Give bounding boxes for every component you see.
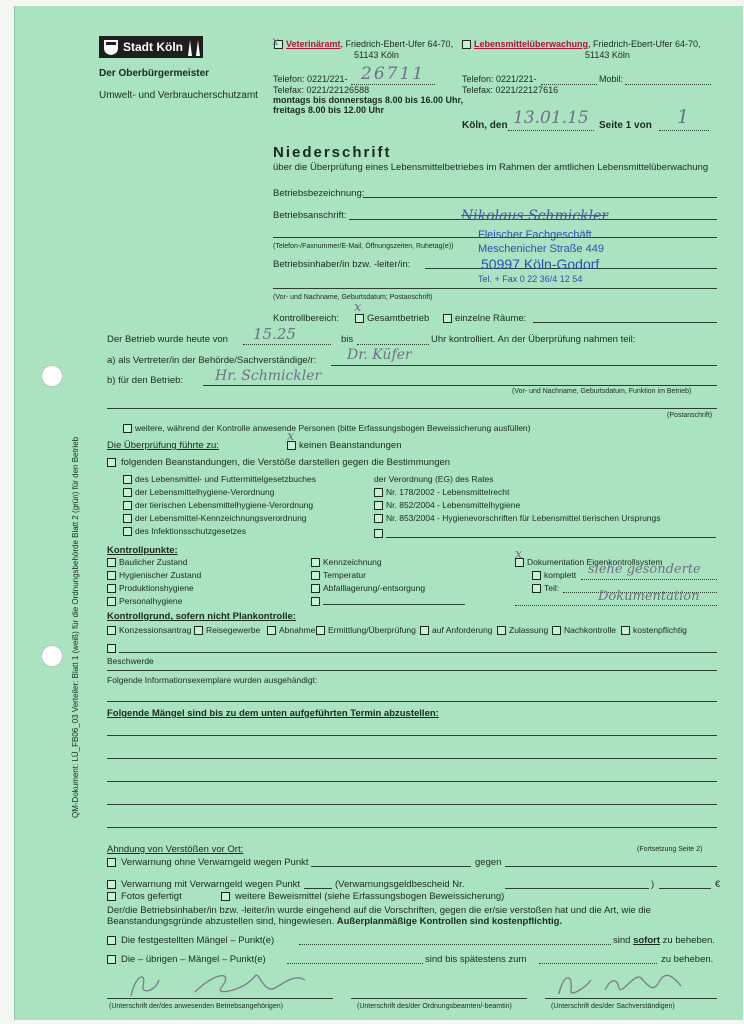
warn-no-fee-against-line [505, 866, 717, 867]
single-rooms-checkbox[interactable] [443, 314, 452, 323]
other-persons-checkbox[interactable] [123, 424, 132, 433]
fee-amount-line [659, 888, 711, 889]
warn-fee-checkbox[interactable] [107, 880, 116, 889]
eg-checkbox-3[interactable] [374, 514, 383, 523]
defects-line-5 [107, 827, 717, 828]
hours-line-2: freitags 8.00 bis 12.00 Uhr [273, 105, 385, 115]
reason-label-recheck: Nachkontrolle [564, 625, 616, 635]
point-label-labeling: Kennzeichnung [323, 557, 382, 567]
fix-later-deadline-line [539, 963, 657, 964]
no-complaints-check-mark: x [287, 429, 295, 444]
reason-label-request: auf Anforderung [432, 625, 493, 635]
reason-label-acceptance: Abnahme [279, 625, 316, 635]
page-subtitle: über die Überprüfung eines Lebensmittelbetriebes im Rahmen der amtlichen Lebensmittelüberwachung [273, 162, 709, 173]
reason-checkbox-acceptance[interactable] [267, 626, 276, 635]
city-logo [99, 36, 203, 58]
fix-later-suffix: zu beheben. [661, 954, 714, 965]
complaint-line [119, 652, 717, 653]
vet-office-city: 51143 Köln [354, 50, 399, 60]
defects-line-3 [107, 781, 717, 782]
reason-checkbox-approval[interactable] [497, 626, 506, 635]
fee-notice-line [505, 888, 649, 889]
business-address-label: Betriebsanschrift: [273, 210, 347, 221]
notice-line-1: Der/die Betriebsinhaber/in bzw. -leiter/in wurde eingehend auf die Vorschriften, gegen die er/sie verstoßen hat und die Art, wie die [107, 905, 651, 916]
reason-label-travel: Reisegewerbe [206, 625, 261, 635]
law-checkbox-4[interactable] [123, 514, 132, 523]
fee-euro-sign: € [715, 879, 721, 890]
visit-from-value[interactable]: 15.25 [253, 325, 296, 343]
date-label: Köln, den [462, 120, 508, 131]
expert-signature-scribble [555, 966, 695, 1000]
sanction-continued: (Fortsetzung Seite 2) [637, 846, 703, 853]
warn-no-fee-label: Verwarnung ohne Verwarngeld wegen Punkt [121, 857, 309, 868]
coat-of-arms-icon [102, 38, 120, 56]
sanction-heading: Ahndung von Verstößen vor Ort: [107, 844, 244, 855]
business-name-line [363, 197, 717, 198]
point-label-documentation: Dokumentation Eigenkontrollsystem [527, 557, 663, 567]
eg-label-1: Nr. 178/2002 - Lebensmittelrecht [386, 487, 510, 497]
point-checkbox-structural[interactable] [107, 558, 116, 567]
law-label-2: der Lebensmittelhygiene-Verordnung [135, 487, 275, 497]
single-rooms-label: einzelne Räume: [455, 313, 527, 324]
owner-name-handwritten[interactable]: Nikolaus Schmickler [461, 208, 609, 224]
reason-checkbox-request[interactable] [420, 626, 429, 635]
other-persons-label: weitere, während der Kontrolle anwesende Personen (bitte Erfassungsbogen Beweissicherung ausfüllen) [135, 423, 531, 433]
documentation-complete-line [581, 579, 717, 580]
defects-line-1 [107, 735, 717, 736]
evidence-label: weitere Beweismittel (siehe Erfassungsbogen Beweissicherung) [235, 891, 505, 902]
eg-checkbox-2[interactable] [374, 501, 383, 510]
eg-checkbox-1[interactable] [374, 488, 383, 497]
points-heading: Kontrollpunkte: [107, 545, 178, 556]
complaint-checkbox[interactable] [107, 644, 116, 653]
warn-fee-label: Verwarnung mit Verwarngeld wegen Punkt [121, 879, 301, 890]
business-name-label: Betriebsbezeichnung: [273, 188, 365, 199]
vet-phone-value[interactable]: 26711 [361, 64, 426, 84]
fix-now-label: Die festgestellten Mängel – Punkt(e) [121, 935, 275, 946]
food-mobile-line [625, 84, 711, 85]
law-checkbox-1[interactable] [123, 475, 132, 484]
evidence-checkbox[interactable] [221, 892, 230, 901]
eg-checkbox-4[interactable] [374, 529, 383, 538]
documentation-partial-label: Teil: [544, 583, 560, 593]
fix-later-checkbox[interactable] [107, 955, 116, 964]
business-stamp-line-3: 50997 Köln-Godorf [481, 256, 600, 272]
hours-line-1: montags bis donnerstags 8.00 bis 16.00 Uhr, [273, 95, 464, 105]
documentation-partial-checkbox[interactable] [532, 584, 541, 593]
post-address-hint: (Postanschrift) [667, 412, 713, 419]
post-address-line [107, 408, 717, 409]
date-value[interactable]: 13.01.15 [513, 108, 589, 128]
point-checkbox-labeling[interactable] [311, 558, 320, 567]
point-checkbox-personal[interactable] [107, 597, 116, 606]
law-checkbox-5[interactable] [123, 527, 132, 536]
signature-officer-line [351, 998, 527, 999]
logo-text: Stadt Köln [123, 40, 183, 54]
eg-other-line [386, 537, 716, 538]
point-checkbox-temperature[interactable] [311, 571, 320, 580]
reason-label-chargeable: kostenpflichtig [633, 625, 687, 635]
signature-expert-caption: (Unterschrift des/der Sachverständigen) [551, 1003, 675, 1010]
warn-no-fee-point-line [311, 866, 471, 867]
documentation-check-mark: x [515, 547, 523, 562]
law-label-3: der tierischen Lebensmittelhygiene-Verordnung [135, 500, 314, 510]
authority-participant-value[interactable]: Dr. Küfer [347, 347, 412, 363]
point-checkbox-waste[interactable] [311, 584, 320, 593]
warn-no-fee-against: gegen [475, 857, 502, 868]
reason-checkbox-recheck[interactable] [552, 626, 561, 635]
date-line [508, 130, 594, 131]
visit-label: Der Betrieb wurde heute von [107, 334, 228, 345]
point-label-waste: Abfalllagerung/-entsorgung [323, 583, 426, 593]
no-complaints-label: keinen Beanstandungen [299, 440, 402, 451]
documentation-complete-label: komplett [544, 570, 577, 580]
info-label: Folgende Informationsexemplare wurden ausgehändigt: [107, 675, 318, 685]
business-participant-hint: (Vor- und Nachname, Geburtsdatum, Funktion im Betrieb) [512, 388, 692, 395]
point-label-structural: Baulicher Zustand [119, 557, 188, 567]
point-label-hygiene: Hygienischer Zustand [119, 570, 202, 580]
business-stamp-line-1: Fleischer Fachgeschäft [478, 229, 592, 241]
signature-officer-caption: (Unterschrift des/der Ordnungsbeamten/-beamtin) [357, 1003, 512, 1010]
food-control-label: Lebensmittelüberwachung, Friedrich-Ebert-Ufer 64-70, [474, 39, 701, 49]
visit-until-label: bis [341, 334, 354, 345]
owner-label: Betriebsinhaber/in bzw. -leiter/in: [273, 259, 411, 270]
reason-heading: Kontrollgrund, sofern nicht Plankontrolle: [107, 611, 296, 622]
authority-participant-label: a) als Vertreter/in der Behörde/Sachverständige/r: [107, 355, 317, 366]
form-sheet [14, 6, 743, 1020]
business-stamp-line-4: Tel. + Fax 0 22 36/4 12 54 [478, 274, 583, 284]
defects-line-2 [107, 758, 717, 759]
whole-business-checkbox[interactable] [355, 314, 364, 323]
complaint-label: Beschwerde [107, 656, 154, 666]
reason-checkbox-travel[interactable] [194, 626, 203, 635]
documentation-complete-checkbox[interactable] [532, 571, 541, 580]
warn-no-fee-checkbox[interactable] [107, 858, 116, 867]
visit-time-suffix: Uhr kontrolliert. An der Überprüfung nahmen teil: [431, 334, 636, 345]
point-label-temperature: Temperatur [323, 570, 366, 580]
photos-label: Fotos gefertigt [121, 891, 182, 902]
photos-checkbox[interactable] [107, 892, 116, 901]
business-stamp-line-2: Meschenicher Straße 449 [478, 243, 604, 255]
law-label-1: des Lebensmittel- und Futtermittelgesetzbuches [135, 474, 316, 484]
fix-now-line [299, 944, 611, 945]
page-label: Seite 1 von [599, 120, 652, 131]
department-label: Umwelt- und Verbraucherschutzamt [99, 90, 258, 101]
cathedral-icon [187, 38, 201, 56]
documentation-note-2[interactable]: Dokumentation [598, 589, 700, 604]
complaints-label: folgenden Beanstandungen, die Verstöße darstellen gegen die Bestimmungen [121, 457, 451, 468]
fix-now-checkbox[interactable] [107, 936, 116, 945]
point-other-line [323, 604, 465, 605]
page-line [659, 130, 709, 131]
whole-business-check-mark: x [354, 300, 362, 315]
reason-checkbox-investigation[interactable] [316, 626, 325, 635]
point-label-production: Produktionshygiene [119, 583, 194, 593]
point-checkbox-hygiene[interactable] [107, 571, 116, 580]
page-title: Niederschrift [273, 144, 392, 161]
reason-label-approval: Zulassung [509, 625, 549, 635]
visit-until-line [357, 344, 429, 345]
law-label-5: des Infektionsschutzgesetzes [135, 526, 247, 536]
food-control-city: 51143 Köln [585, 50, 630, 60]
documentation-extra-line [515, 605, 717, 606]
complaints-checkbox[interactable] [107, 458, 116, 467]
reason-label-investigation: Ermittlung/Überprüfung [328, 625, 416, 635]
reason-checkbox-chargeable[interactable] [621, 626, 630, 635]
fix-later-deadline-label: sind bis spätestens zum [425, 954, 527, 965]
reason-checkbox-concession[interactable] [107, 626, 116, 635]
vet-fax: Telefax: 0221/22126588 [273, 85, 370, 95]
notice-line-2: Beanstandungsgründe abzustellen sind, hingewiesen. Außerplanmäßige Kontrollen sind kostenpflichtig. [107, 916, 563, 927]
food-fax: Telefax: 0221/22127616 [462, 85, 559, 95]
point-label-personal: Personalhygiene [119, 596, 183, 606]
point-checkbox-production[interactable] [107, 584, 116, 593]
law-checkbox-3[interactable] [123, 501, 132, 510]
owner-signature-scribble [125, 966, 315, 1000]
business-participant-value[interactable]: Hr. Schmickler [215, 368, 322, 384]
vet-office-check-mark: x [272, 34, 279, 48]
punch-hole-top [41, 365, 63, 387]
reason-label-concession: Konzessionsantrag [119, 625, 192, 635]
info-separator [107, 670, 717, 671]
fix-now-suffix: sind sofort zu beheben. [613, 935, 715, 946]
signature-owner-caption: (Unterschrift der/des anwesenden Betriebsangehörigen) [109, 1003, 283, 1010]
food-mobile-label: Mobil: [599, 74, 624, 84]
page-value[interactable]: 1 [677, 106, 690, 128]
single-rooms-line [533, 322, 717, 323]
vet-office-label: Veterinäramt, Friedrich-Ebert-Ufer 64-70, [286, 39, 454, 49]
authority-participant-line [331, 365, 717, 366]
food-control-checkbox[interactable] [462, 40, 471, 49]
fee-notice-label: (Verwarnungsgeldbescheid Nr. [335, 879, 465, 890]
documentation-note-1[interactable]: siehe gesonderte [588, 562, 701, 577]
food-phone-label: Telefon: 0221/221- [462, 74, 537, 84]
whole-business-label: Gesamtbetrieb [367, 313, 430, 324]
fix-later-label: Die – übrigen – Mängel – Punkt(e) [121, 954, 266, 965]
business-participant-label: b) für den Betrieb: [107, 375, 184, 386]
fee-notice-close: ) [651, 879, 655, 890]
defects-label: Folgende Mängel sind bis zu dem unten aufgeführten Termin abzustellen: [107, 708, 439, 719]
authority-label: Der Oberbürgermeister [99, 68, 210, 79]
point-checkbox-other[interactable] [311, 597, 320, 606]
side-note: QM-Dokument: LÜ_FB06_03 Verteiler: Blatt 1 (weiß) für die Ordnungsbehörde Blatt 2 (grün) für den Betrieb [71, 436, 80, 818]
owner-line-2 [273, 288, 717, 289]
control-area-label: Kontrollbereich: [273, 313, 340, 324]
eg-label-3: Nr. 853/2004 - Hygienevorschriften für Lebensmittel tierischen Ursprungs [386, 513, 661, 523]
punch-hole-bottom [41, 645, 63, 667]
eg-label: der Verordnung (EG) des Rates [374, 474, 494, 484]
defects-line-4 [107, 804, 717, 805]
law-checkbox-2[interactable] [123, 488, 132, 497]
fix-later-point-line [287, 963, 423, 964]
vet-phone-label: Telefon: 0221/221- [273, 74, 348, 84]
visit-from-line [243, 344, 331, 345]
law-label-4: der Lebensmittel-Kennzeichnungsverordnung [135, 513, 307, 523]
owner-hint: (Vor- und Nachname, Geburtsdatum; Postanschrift) [273, 294, 433, 301]
eg-label-2: Nr. 852/2004 - Lebensmittelhygiene [386, 500, 521, 510]
warn-fee-point-line [304, 888, 332, 889]
info-line [107, 701, 717, 702]
result-heading: Die Überprüfung führte zu: [107, 440, 219, 451]
contact-hint: (Telefon-/Faxnummer/E-Mail, Öffnungszeiten, Ruhetag(e)) [273, 243, 454, 250]
